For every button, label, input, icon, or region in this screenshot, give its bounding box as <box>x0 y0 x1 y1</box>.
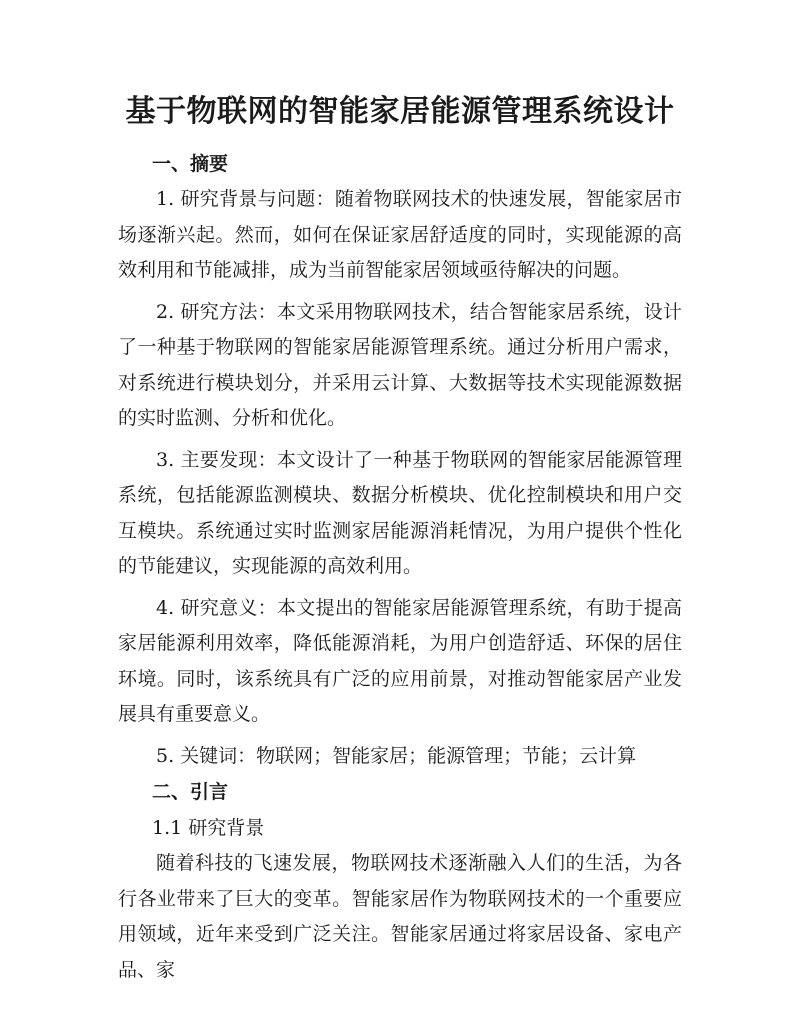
section-heading-introduction: 二、引言 <box>152 781 229 803</box>
abstract-item-keywords: 5. 关键词：物联网；智能家居；能源管理；节能；云计算 <box>156 744 637 767</box>
document-title: 基于物联网的智能家居能源管理系统设计 <box>125 94 675 129</box>
abstract-item-findings: 3. 主要发现：本文设计了一种基于物联网的智能家居能源管理系统，包括能源监测模块、数据分析模块、优化控制模块和用户交互模块。系统通过实时监测家居能源消耗情况，为用户提供个性化的节能建议，实现能源的高效利用。 <box>118 448 682 577</box>
subsection-heading-research-background: 1.1 研究背景 <box>152 817 265 839</box>
introduction-paragraph: 随着科技的飞速发展，物联网技术逐渐融入人们的生活，为各行各业带来了巨大的变革。智能家居作为物联网技术的一个重要应用领域，近年来受到广泛关注。智能家居通过将家居设备、家电产品、家 <box>118 852 682 981</box>
abstract-item-significance: 4. 研究意义：本文提出的智能家居能源管理系统，有助于提高家居能源利用效率，降低能源消耗，为用户创造舒适、环保的居住环境。同时，该系统具有广泛的应用前景，对推动智能家居产业发展具有重要意义。 <box>118 596 682 725</box>
section-heading-abstract: 一、摘要 <box>152 153 229 175</box>
abstract-item-background: 1. 研究背景与问题：随着物联网技术的快速发展，智能家居市场逐渐兴起。然而，如何在保证家居舒适度的同时，实现能源的高效利用和节能减排，成为当前智能家居领域亟待解决的问题。 <box>118 188 682 281</box>
abstract-item-method: 2. 研究方法：本文采用物联网技术，结合智能家居系统，设计了一种基于物联网的智能家居能源管理系统。通过分析用户需求，对系统进行模块划分，并采用云计算、大数据等技术实现能源数据的实时监测、分析和优化。 <box>118 300 682 429</box>
